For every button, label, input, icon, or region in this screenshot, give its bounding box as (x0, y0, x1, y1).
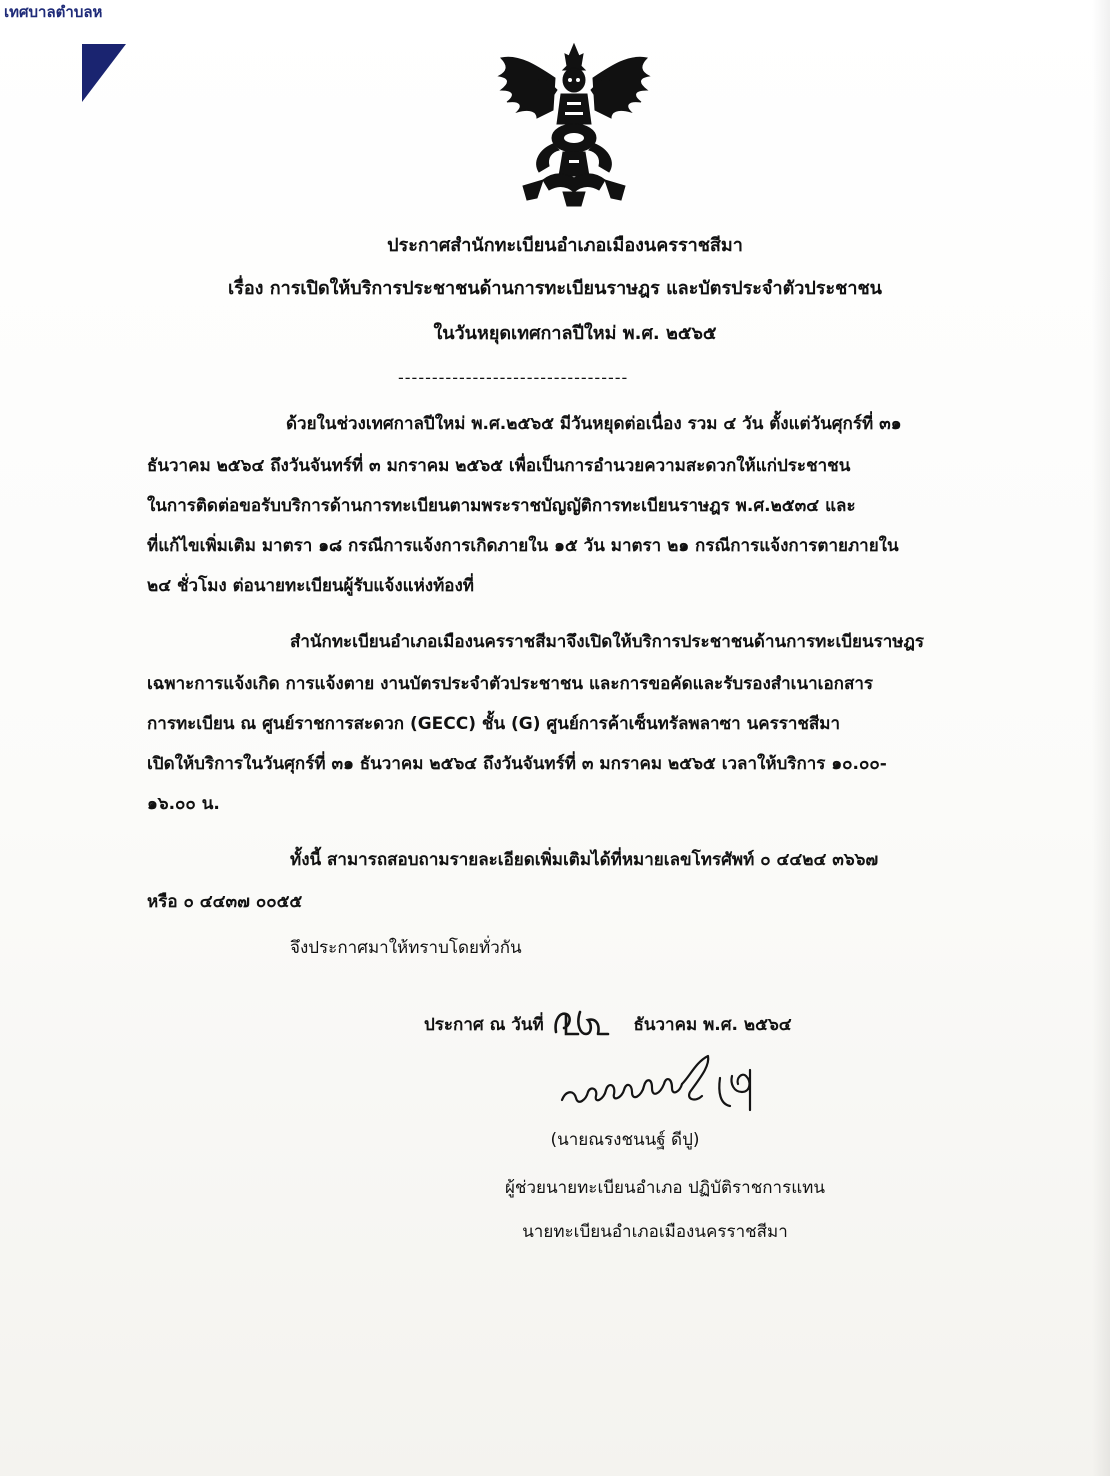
announcement-subject-date: ในวันหยุดเทศกาลปีใหม่ พ.ศ. ๒๕๖๕ (433, 323, 717, 344)
paragraph-3-line: ทั้งนี้ สามารถสอบถามรายละเอียดเพิ่มเติมได้ที่หมายเลขโทรศัพท์ ๐ ๔๔๒๔ ๓๖๖๗ (290, 850, 879, 870)
date-suffix: ธันวาคม พ.ศ. ๒๕๖๔ (633, 1015, 792, 1035)
paragraph-1-line: ที่แก้ไขเพิ่มเติม มาตรา ๑๘ กรณีการแจ้งการเกิดภายใน ๑๕ วัน มาตรา ๒๑ กรณีการแจ้งการตายภายใน (147, 536, 899, 556)
signatory-position-2: นายทะเบียนอำเภอเมืองนครราชสีมา (522, 1222, 788, 1242)
paragraph-1-line: ในการติดต่อขอรับบริการด้านการทะเบียนตามพระราชบัญญัติการทะเบียนราษฎร พ.ศ.๒๕๓๔ และ (147, 496, 856, 516)
page-edge-shadow (1092, 0, 1110, 1476)
garuda-emblem-icon (493, 40, 655, 208)
paragraph-2-line: เปิดให้บริการในวันศุกร์ที่ ๓๑ ธันวาคม ๒๕๖๔ ถึงวันจันทร์ที่ ๓ มกราคม ๒๕๖๕ เวลาให้บริการ ๑๐.๐๐- (147, 754, 887, 774)
paragraph-2-line: ๑๖.๐๐ น. (147, 794, 220, 814)
paragraph-2-line: เฉพาะการแจ้งเกิด การแจ้งตาย งานบัตรประจำตัวประชาชน และการขอคัดและรับรองสำเนาเอกสาร (147, 674, 874, 694)
paragraph-2-line: สำนักทะเบียนอำเภอเมืองนครราชสีมาจึงเปิดให้บริการประชาชนด้านการทะเบียนราษฎร (290, 632, 925, 652)
handwritten-signature (560, 1048, 770, 1118)
handwritten-day-drawing (550, 1004, 622, 1040)
paragraph-1-line: ธันวาคม ๒๕๖๔ ถึงวันจันทร์ที่ ๓ มกราคม ๒๕๖๕ เพื่อเป็นการอำนวยความสะดวกให้แก่ประชาชน (147, 456, 851, 476)
paragraph-2-line: การทะเบียน ณ ศูนย์ราชการสะดวก (GECC) ชั้น (G) ศูนย์การค้าเซ็นทรัลพลาซา นครราชสีมา (147, 714, 841, 734)
title-divider: ---------------------------------- (398, 368, 629, 387)
paragraph-1-line: ด้วยในช่วงเทศกาลปีใหม่ พ.ศ.๒๕๖๕ มีวันหยุดต่อเนื่อง รวม ๔ วัน ตั้งแต่วันศุกร์ที่ ๓๑ (286, 414, 902, 434)
announcement-date (424, 1004, 792, 1040)
corner-triangle-mark (82, 44, 126, 102)
corner-stamp-label: เทศบาลตำบลห (4, 3, 103, 21)
announcement-heading: ประกาศสำนักทะเบียนอำเภอเมืองนครราชสีมา (387, 235, 743, 256)
paragraph-1-line: ๒๔ ชั่วโมง ต่อนายทะเบียนผู้รับแจ้งแห่งท้องที่ (147, 576, 475, 596)
closing-line: จึงประกาศมาให้ทราบโดยทั่วกัน (290, 938, 522, 958)
date-day-handwritten (550, 1004, 628, 1040)
signatory-name: (นายณรงชนนฐ์ ดีปู) (550, 1130, 700, 1150)
announcement-subject: เรื่อง การเปิดให้บริการประชาชนด้านการทะเบียนราษฎร และบัตรประจำตัวประชาชน (228, 278, 882, 299)
signatory-position-1: ผู้ช่วยนายทะเบียนอำเภอ ปฏิบัติราชการแทน (504, 1178, 826, 1198)
paragraph-3-line: หรือ ๐ ๔๔๓๗ ๐๐๕๕ (147, 892, 303, 912)
date-prefix: ประกาศ ณ วันที่ (424, 1015, 544, 1035)
